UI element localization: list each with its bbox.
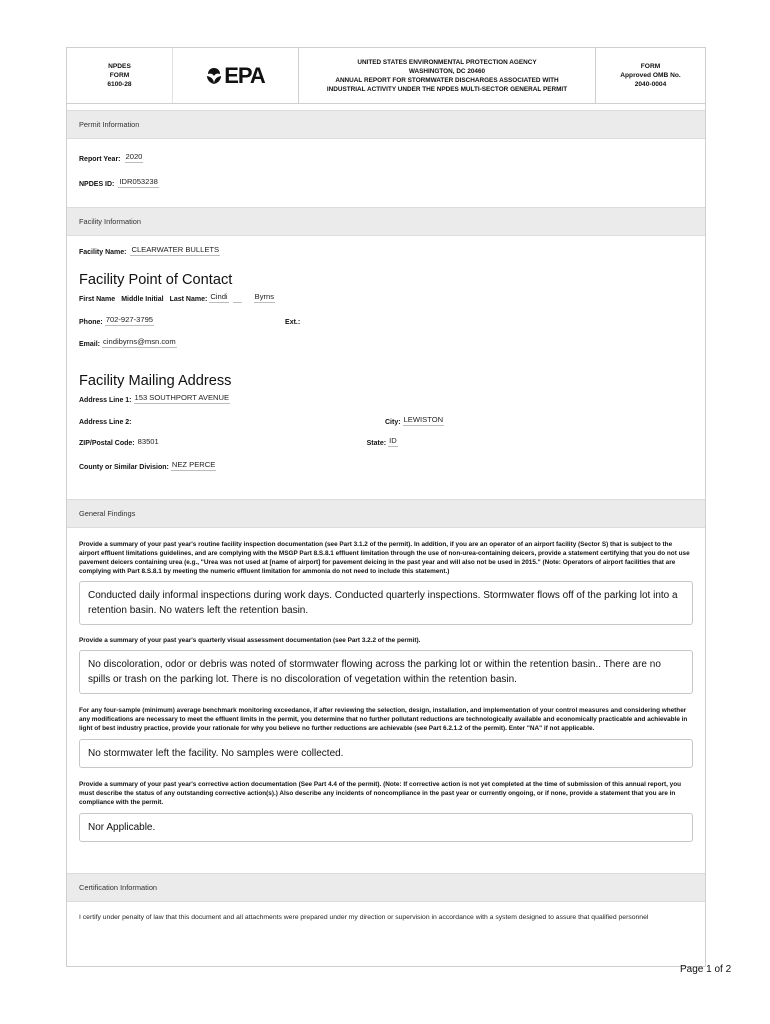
report-year-value: 2020 [125, 152, 143, 161]
form-header [67, 48, 705, 104]
visual-assessment-answer[interactable]: No discoloration, odor or debris was noted of stormwater flowing across the parking lot or within the retention basin.. There are no spills or trash on the parking lot. There is no discoloration of vegetation within the retention basin. [79, 650, 693, 694]
agency-line: INDUSTRIAL ACTIVITY UNDER THE NPDES MULTI-SECTOR GENERAL PERMIT [326, 85, 568, 93]
benchmark-exceedance-prompt: For any four-sample (minimum) average benchmark monitoring exceedance, if after reviewing the selection, design, installation, and implementation of your control measures and considering whether any modifications are necessary to meet the effluent limits in the permit, you determine that no further pollutant reductions are technologically available and economically practicable and achievable in light of best industry practice, provide your rationale for why you believe no further reductions are achievable (see Part 6.2.1.2 of the permit). Enter "NA" if not applicable. [79, 707, 688, 732]
county-value: NEZ PERCE [171, 460, 216, 469]
npdes-id-label: NPDES ID: [79, 181, 115, 188]
phone-row [67, 315, 705, 326]
npdes-line: NPDES [108, 63, 131, 70]
omb-approval [595, 48, 705, 103]
zip-state-row [67, 436, 705, 447]
epa-logo-cell [173, 48, 299, 103]
address-line1-row [67, 393, 705, 404]
general-findings-section-header: General Findings [67, 499, 705, 528]
email-row [67, 337, 705, 348]
npdes-line: 6100-28 [107, 81, 132, 88]
contact-name-row [67, 292, 705, 303]
middle-initial-label: Middle Initial [121, 296, 164, 303]
visual-assessment-prompt: Provide a summary of your past year's quarterly visual assessment documentation (see Part 3.2.2 of the permit). [79, 637, 421, 644]
zip-value: 83501 [137, 437, 159, 446]
phone-label: Phone: [79, 319, 103, 326]
first-name-label: First Name [79, 296, 116, 303]
certification-section-header: Certification Information [67, 873, 705, 902]
address-line1-value: 153 SOUTHPORT AVENUE [134, 393, 230, 402]
email-value: cindibyrns@msn.com [103, 337, 176, 346]
state-value: ID [389, 436, 397, 445]
first-name-value: Cindi [210, 292, 228, 301]
point-of-contact-title: Facility Point of Contact [79, 272, 233, 288]
permit-info-section-header: Permit Information [67, 110, 705, 139]
county-label: County or Similar Division: [79, 464, 169, 471]
county-row [67, 460, 705, 471]
agency-line: ANNUAL REPORT FOR STORMWATER DISCHARGES ASSOCIATED WITH [335, 76, 559, 84]
npdes-id-row [67, 177, 705, 188]
npdes-line: FORM [109, 72, 130, 79]
corrective-action-answer[interactable]: Nor Applicable. [79, 813, 693, 842]
npdes-id-value: IDR053238 [119, 177, 158, 186]
city-label: City: [385, 419, 401, 426]
agency-line: WASHINGTON, DC 20460 [408, 67, 486, 75]
annual-report-form [66, 47, 706, 967]
email-label: Email: [79, 341, 101, 348]
facility-name-label: Facility Name: [79, 249, 127, 256]
inspection-summary-answer[interactable]: Conducted daily informal inspections during work days. Conducted quarterly inspections. Stormwater flows off of the parking lot into a retention basin. No waters left the retention basin. [79, 581, 693, 625]
address-line1-label: Address Line 1: [79, 397, 132, 404]
page-number: Page 1 of 2 [680, 964, 732, 975]
npdes-form-id [67, 48, 173, 103]
last-name-label: Last Name: [169, 296, 208, 303]
report-year-row [67, 152, 705, 163]
report-year-label: Report Year: [79, 156, 121, 163]
zip-label: ZIP/Postal Code: [79, 440, 135, 447]
epa-logo [206, 63, 265, 89]
address-line2-city-row [67, 415, 705, 426]
state-label: State: [366, 440, 387, 447]
corrective-action-prompt: Provide a summary of your past year's corrective action documentation (See Part 4.4 of the permit). (Note: If corrective action is not yet completed at the time of submission of this annual report, you must describe the status of any outstanding corrective action(s).) Also describe any incidents of noncompliance in the past year or currently ongoing, or if none, provide a statement that you are in compliance with the permit. [79, 781, 682, 806]
phone-value: 702-927-3795 [105, 315, 154, 324]
middle-initial-value [233, 301, 242, 303]
facility-name-row [67, 245, 705, 256]
address-line2-label: Address Line 2: [79, 419, 132, 426]
facility-name-value: CLEARWATER BULLETS [131, 245, 220, 254]
benchmark-exceedance-answer[interactable]: No stormwater left the facility. No samples were collected. [79, 739, 693, 768]
facility-info-section-header: Facility Information [67, 207, 705, 236]
city-value: LEWISTON [403, 415, 444, 424]
inspection-summary-prompt: Provide a summary of your past year's routine facility inspection documentation (see Part 3.1.2 of the permit). In addition, if you are an operator of an airport facility (Sector S) that is subject to the airport effluent limitations guidelines, and are complying with the MSGP Part 8.S.8.1 effluent limitation through the use of non-urea-containing deicers, provide a statement certifying that you do not use pavement deicers containing urea (e.g., "Urea was not used at [name of airport] for pavement deicing in the past year and will also not be used in 2015." (Note: Operators of airport facilities that are complying with Part 8.S.8.1 by meeting the numeric effluent limitation for ammonia do not need to include this statement.) [79, 541, 690, 575]
extension-label: Ext.: [285, 319, 301, 326]
agency-heading [299, 48, 595, 103]
mailing-address-title: Facility Mailing Address [79, 373, 232, 389]
agency-line: UNITED STATES ENVIRONMENTAL PROTECTION AGENCY [357, 58, 537, 66]
epa-flower-icon [206, 67, 222, 85]
epa-logo-text: EPA [224, 62, 265, 88]
last-name-value: Byrns [254, 292, 275, 301]
omb-line: 2040-0004 [634, 81, 667, 88]
certification-statement: I certify under penalty of law that this document and all attachments were prepared under my direction or supervision in accordance with a system designed to assure that qualified personnel [79, 914, 649, 921]
omb-line: FORM [640, 63, 661, 70]
omb-line: Approved OMB No. [620, 72, 681, 79]
